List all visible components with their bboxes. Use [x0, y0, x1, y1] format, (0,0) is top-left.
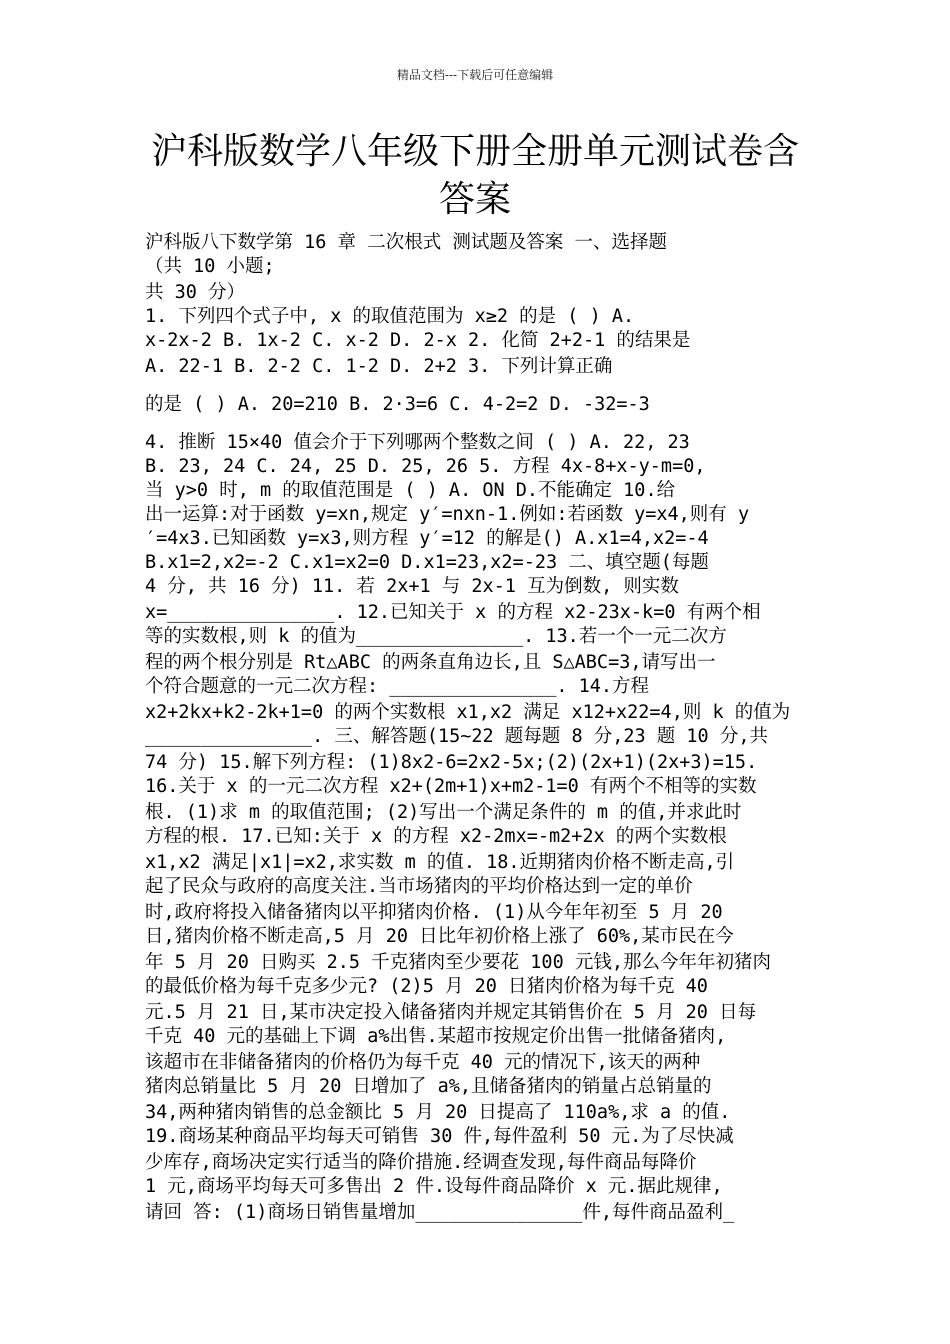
text-line: 16.关于 x 的一元二次方程 x2+(2m+1)x+m2-1=0 有两个不相等的实数	[145, 776, 757, 797]
text-line: B. 23, 24 C. 24, 25 D. 25, 26 5. 方程 4x-8+x-y-m=0,	[145, 456, 706, 477]
text-line: 该超市在非储备猪肉的价格仍为每千克 40 元的情况下,该天的两种	[145, 1052, 701, 1073]
text-line: 根. (1)求 m 的取值范围; (2)写出一个满足条件的 m 的值,并求此时	[145, 802, 742, 823]
text-line: 请回 答: (1)商场日销售量增加_______________件,每件商品盈利_	[145, 1202, 735, 1223]
text-line: 19.商场某种商品平均每天可销售 30 件,每件盈利 50 元.为了尽快减	[145, 1126, 734, 1147]
text-line: 方程的根. 17.已知:关于 x 的方程 x2-2mx=-m2+2x 的两个实数根	[145, 826, 727, 847]
text-line: _______________. 三、解答题(15~22 题每题 8 分,23 题 10 分,共	[145, 726, 768, 747]
text-line: （共 10 小题;	[145, 256, 275, 277]
text-line: 千克 40 元的基础上下调 a%出售.某超市按规定价出售一批储备猪肉,	[145, 1026, 727, 1047]
text-line: ′=4x3.已知函数 y=x3,则方程 y′=12 的解是() A.x1=4,x2=-4	[145, 528, 709, 549]
header-note: 精品文档---下载后可任意编辑	[396, 68, 554, 82]
title-line-1: 沪科版数学八年级下册全册单元测试卷含	[150, 131, 799, 172]
text-line: 1 元,商场平均每天可多售出 2 件.设每件商品降价 x 元.据此规律,	[145, 1176, 723, 1197]
text-line: 1. 下列四个式子中, x 的取值范围为 x≥2 的是 ( ) A.	[145, 306, 635, 327]
text-line: 沪科版八下数学第 16 章 二次根式 测试题及答案 一、选择题	[145, 232, 667, 253]
text-line: 出一运算:对于函数 y=xn,规定 y′=nxn-1.例如:若函数 y=x4,则有 y	[145, 504, 750, 525]
text-line: B.x1=2,x2=-2 C.x1=x2=0 D.x1=23,x2=-23 二、填空题(每题	[145, 552, 709, 573]
text-line: 4 分, 共 16 分) 11. 若 2x+1 与 2x-1 互为倒数, 则实数	[145, 576, 679, 597]
title-line-2: 答案	[438, 179, 511, 220]
text-line: x2+2kx+k2-2k+1=0 的两个实数根 x1,x2 满足 x12+x22=4,则 k 的值为	[145, 702, 791, 723]
text-line: x=_______________. 12.已知关于 x 的方程 x2-23x-k=0 有两个相	[145, 602, 761, 623]
text-line: 时,政府将投入储备猪肉以平抑猪肉价格. (1)从今年年初至 5 月 20	[145, 902, 723, 923]
text-line: 年 5 月 20 日购买 2.5 千克猪肉至少要花 100 元钱,那么今年年初猪肉	[145, 952, 771, 973]
text-line: 起了民众与政府的高度关注.当市场猪肉的平均价格达到一定的单价	[145, 876, 693, 897]
text-line: A. 22-1 B. 2-2 C. 1-2 D. 2+2 3. 下列计算正确	[145, 356, 613, 377]
text-line: 少库存,商场决定实行适当的降价措施.经调查发现,每件商品每降价	[145, 1152, 697, 1173]
page-title	[120, 128, 830, 224]
text-line: 程的两个根分别是 Rt△ABC 的两条直角边长,且 S△ABC=3,请写出一	[145, 652, 716, 673]
text-line: 74 分) 15.解下列方程: (1)8x2-6=2x2-5x;(2)(2x+1)(2x+3)=15.	[145, 752, 758, 773]
text-line: 34,两种猪肉销售的总金额比 5 月 20 日提高了 110a%,求 a 的值.	[145, 1102, 731, 1123]
text-line: 的是 ( ) A. 20=210 B. 2·3=6 C. 4-2=2 D. -32=-3	[145, 394, 650, 415]
text-line: 猪肉总销量比 5 月 20 日增加了 a%,且储备猪肉的销量占总销量的	[145, 1076, 712, 1097]
text-line: 个符合题意的一元二次方程: _______________. 14.方程	[145, 676, 650, 697]
text-line: x-2x-2 B. 1x-2 C. x-2 D. 2-x 2. 化简 2+2-1 的结果是	[145, 330, 691, 351]
text-line: 元.5 月 21 日,某市决定投入储备猪肉并规定其销售价在 5 月 20 日每	[145, 1002, 757, 1023]
text-line: x1,x2 满足|x1|=x2,求实数 m 的值. 18.近期猪肉价格不断走高,引	[145, 852, 735, 873]
text-line: 共 30 分）	[145, 282, 246, 303]
text-line: 4. 推断 15×40 值会介于下列哪两个整数之间 ( ) A. 22, 23	[145, 432, 690, 453]
text-line: 当 y>0 时, m 的取值范围是 ( ) A. ON D.不能确定 10.给	[145, 480, 676, 501]
text-line: 的最低价格为每千克多少元? (2)5 月 20 日猪肉价格为每千克 40	[145, 976, 708, 997]
text-line: 等的实数根,则 k 的值为_______________. 13.若一个一元二次方	[145, 626, 727, 647]
text-line: 日,猪肉价格不断走高,5 月 20 日比年初价格上涨了 60%,某市民在今	[145, 926, 734, 947]
